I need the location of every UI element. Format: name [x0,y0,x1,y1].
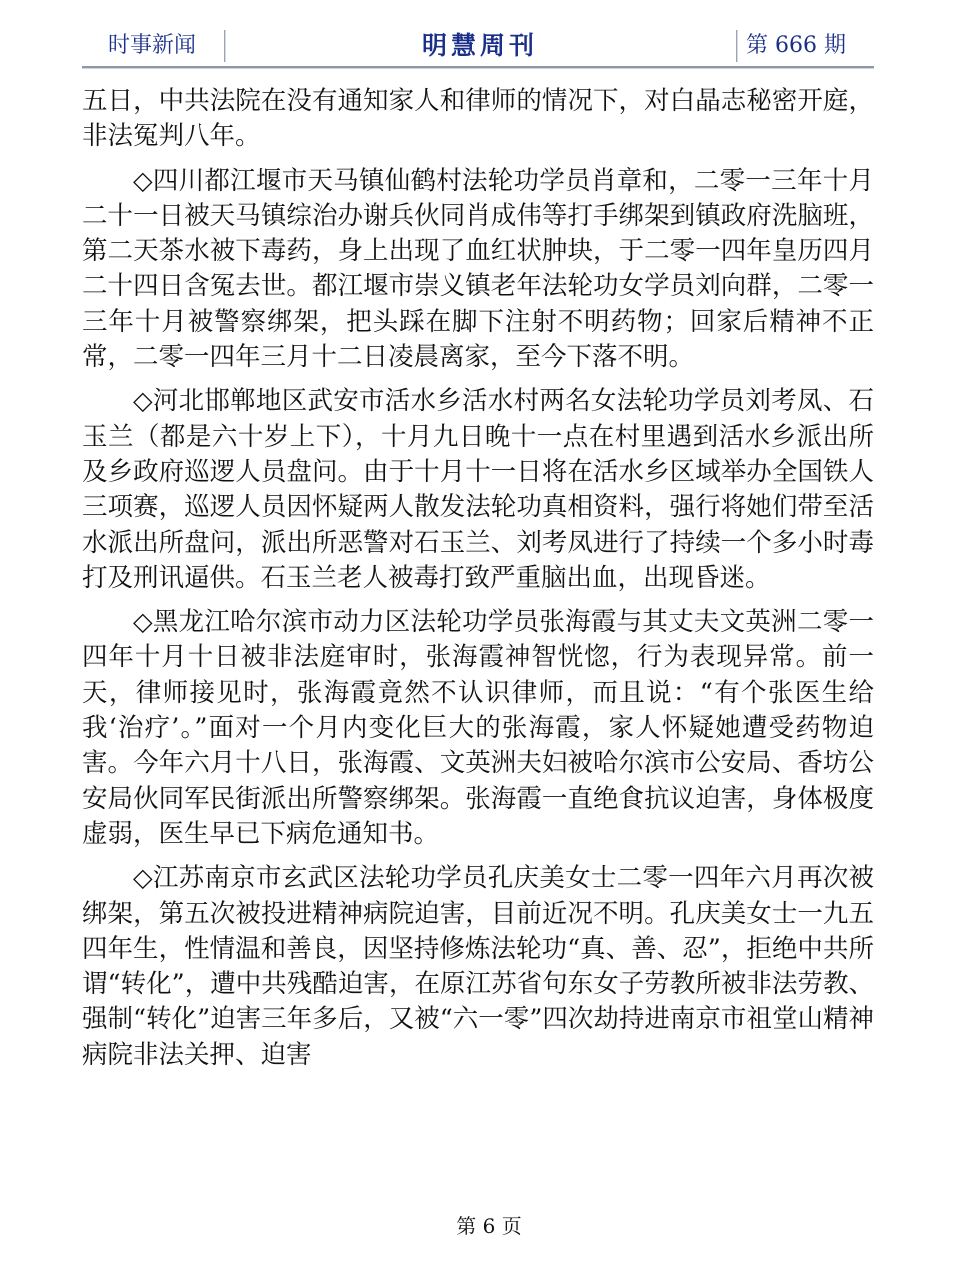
region-name: 河北 [152,386,205,417]
diamond-marker: ◇ [133,165,153,196]
paragraph-text: 邯郸地区武安市活水乡活水村两名女法轮功学员刘考凤、石玉兰（都是六十岁上下），十月九日晚十一点在村里遇到活水乡派出所及乡政府巡逻人员盘问。由于十月十一日将在活水乡区域举办全国铁人三项赛，巡逻人员因怀疑两人散发法轮功真相资料，强行将她们带至活水派出所盘问，派出所恶警对石玉兰、刘考凤进行了持续一个多小时毒打及刑讯逼供。石玉兰老人被毒打致严重脑出血，出现昏迷。 [82,386,874,593]
paragraph-text: 五日，中共法院在没有通知家人和律师的情况下，对白晶志秘密开庭，非法冤判八年。 [82,86,874,152]
page-header [82,26,874,66]
paragraph-text: 都江堰市天马镇仙鹤村法轮功学员肖章和，二零一三年十月二十一日被天马镇综治办谢兵伙同肖成伟等打手绑架到镇政府洗脑班，第二天茶水被下毒药，身上出现了血红状肿块，于二零一四年皇历四月二十四日含冤去世。都江堰市崇义镇老年法轮功女学员刘向群，二零一三年十月被警察绑架，把头踩在脚下注射不明药物；回家后精神不正常，二零一四年三月十二日凌晨离家，至今下落不明。 [82,165,874,373]
issue-number: 第 666 期 [746,33,846,58]
header-rule [82,66,874,68]
paragraph-hebei [82,384,874,596]
diamond-marker: ◇ [133,386,153,417]
section-label: 时事新闻 [108,33,197,58]
region-name: 江苏 [152,863,205,894]
paragraph-jiangsu [82,861,874,1073]
region-name: 黑龙江 [152,607,231,638]
paragraph-text: 南京市玄武区法轮功学员孔庆美女士二零一四年六月再次被绑架，第五次被投进精神病院迫害，目前近况不明。孔庆美女士一九五四年生，性情温和善良，因坚持修炼法轮功“真、善、忍”，拒绝中共所谓“转化”，遭中共残酷迫害，在原江苏省句东女子劳教所被非法劳教、强制“转化”迫害三年多后，又被“六一零”四次劫持进南京市祖堂山精神病院非法关押、迫害 [82,863,874,1070]
diamond-marker: ◇ [133,607,153,638]
diamond-marker: ◇ [133,863,153,894]
publication-title: 明慧周刊 [421,31,538,60]
paragraph-sichuan [82,164,874,376]
paragraph-continued [82,84,874,155]
page-number: 第 6 页 [456,1214,522,1238]
paragraph-heilongjiang [82,605,874,852]
article-body [82,84,874,1082]
region-name: 四川 [152,165,205,196]
paragraph-text: 哈尔滨市动力区法轮功学员张海霞与其丈夫文英洲二零一四年十月十日被非法庭审时，张海霞神智恍惚，行为表现异常。前一天，律师接见时，张海霞竟然不认识律师，而且说：“有个张医生给我‘治疗’。”面对一个月内变化巨大的张海霞，家人怀疑她遭受药物迫害。今年六月十八日，张海霞、文英洲夫妇被哈尔滨市公安局、香坊公安局伙同军民街派出所警察绑架。张海霞一直绝食抗议迫害，身体极度虚弱，医生早已下病危通知书。 [82,607,874,849]
